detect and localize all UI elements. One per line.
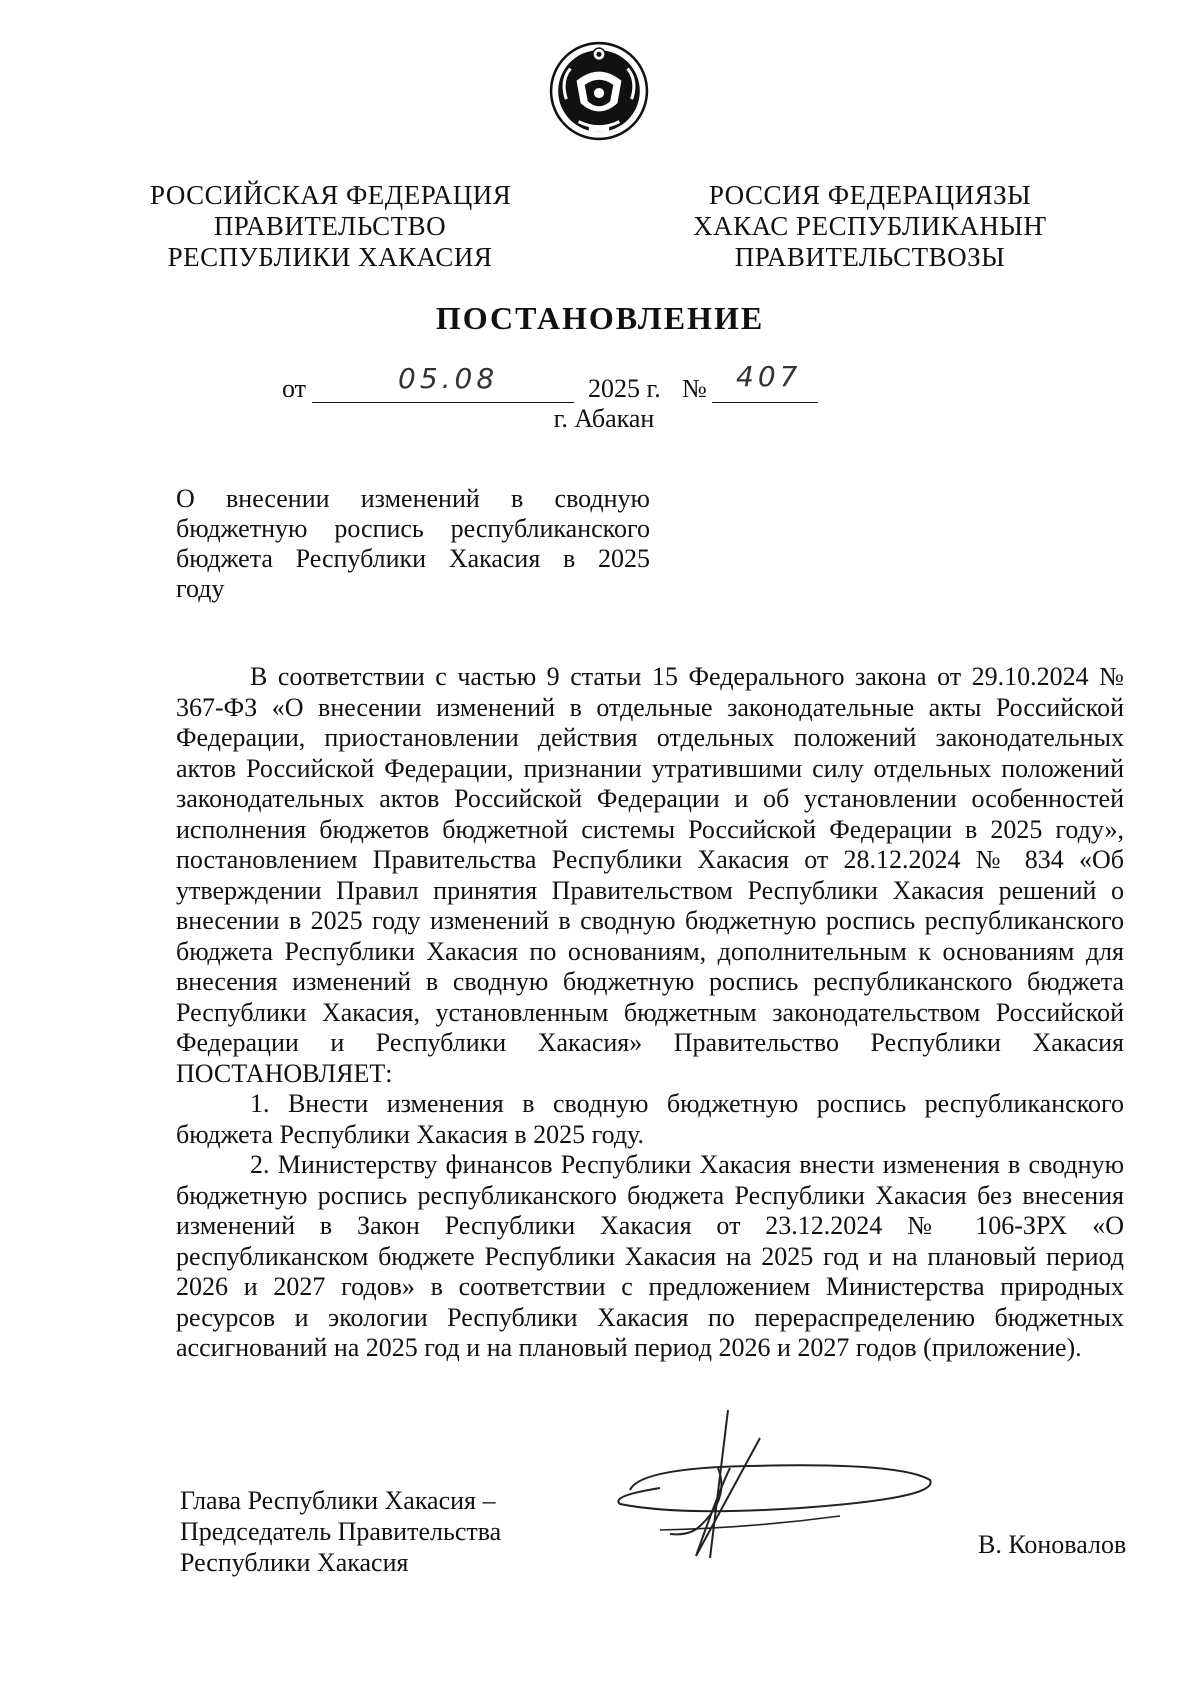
signatory-name: В. Коновалов: [978, 1530, 1127, 1559]
subject-line: году: [176, 574, 225, 603]
document-title: ПОСТАНОВЛЕНИЕ: [435, 300, 765, 336]
number-label: №: [682, 374, 707, 403]
number-handwritten: 407: [736, 360, 802, 393]
header-left: [150, 180, 510, 273]
body-paragraph: В соответствии с частью 9 статьи 15 Федерального закона от 29.10.2024 № 367-ФЗ «О внесении изменений в отдельные законодательные акты Российской Федерации, приостановлении действия отдельных положений законодательных актов Российской Федерации, признании утратившими силу отдельных положений законодательных актов Российской Федерации и об установлении особенностей исполнения бюджетов бюджетной системы Российской Федерации в 2025 году», постановлением Правительства Республики Хакасия от 28.12.2024 № 834 «Об утверждении Правил принятия Правительством Республики Хакасия решений о внесении в 2025 году изменений в сводную бюджетную роспись республиканского бюджета Республики Хакасия по основаниям, дополнительным к основаниям для внесения изменений в сводную бюджетную роспись республиканского бюджета Республики Хакасия, установленным бюджетным законодательством Российской Федерации и Республики Хакасия» Правительство Республики Хакасия ПОСТАНОВЛЯЕТ:: [176, 662, 1124, 1088]
date-underline: [312, 402, 574, 403]
signatory-title-line: Республики Хакасия: [180, 1548, 409, 1577]
header-right-line: РОССИЯ ФЕДЕРАЦИЯЗЫ: [708, 180, 1032, 210]
date-handwritten: 05.08: [398, 362, 499, 395]
document-body: [176, 662, 1124, 1364]
subject-line: бюджетную роспись республиканского: [176, 514, 650, 543]
header-left-line: ПРАВИТЕЛЬСТВО: [213, 211, 447, 241]
city: г. Абакан: [553, 404, 655, 433]
year-label: 2025 г.: [588, 374, 661, 403]
header-right-line: ПРАВИТЕЛЬСТВОЗЫ: [734, 242, 1006, 272]
date-line: [0, 360, 1200, 408]
signatory-title: [180, 1485, 600, 1578]
body-paragraph: 1. Внести изменения в сводную бюджетную роспись республиканского бюджета Республики Хакасия в 2025 году.: [176, 1089, 1124, 1149]
handwritten-signature-icon: [600, 1408, 1020, 1568]
coat-of-arms-emblem-icon: [548, 40, 650, 142]
signatory-title-line: Председатель Правительства: [180, 1517, 502, 1546]
body-paragraph: 2. Министерству финансов Республики Хакасия внести изменения в сводную бюджетную роспись республиканского бюджета Республики Хакасия без внесения изменений в Закон Республики Хакасия от 23.12.2024 № 106-ЗРХ «О республиканском бюджете Республики Хакасия на 2025 год и на плановый период 2026 и 2027 годов» в соответствии с предложением Министерства природных ресурсов и экологии Республики Хакасия по перераспределению бюджетных ассигнований на 2025 год и на плановый период 2026 и 2027 годов (приложение).: [176, 1150, 1124, 1362]
subject-line: бюджета Республики Хакасия в 2025: [176, 544, 650, 573]
subject-line: О внесении изменений в сводную: [176, 484, 650, 513]
header-left-line: РЕСПУБЛИКИ ХАКАСИЯ: [167, 242, 493, 272]
number-underline: [712, 402, 818, 403]
subject-block: [176, 484, 650, 604]
header-right-line: ХАКАС РЕСПУБЛИКАНЫҤ: [693, 211, 1047, 241]
date-from-label: от: [282, 374, 307, 403]
header-left-line: РОССИЙСКАЯ ФЕДЕРАЦИЯ: [150, 180, 512, 210]
signatory-title-line: Глава Республики Хакасия –: [180, 1486, 496, 1515]
header-right: [690, 180, 1050, 273]
